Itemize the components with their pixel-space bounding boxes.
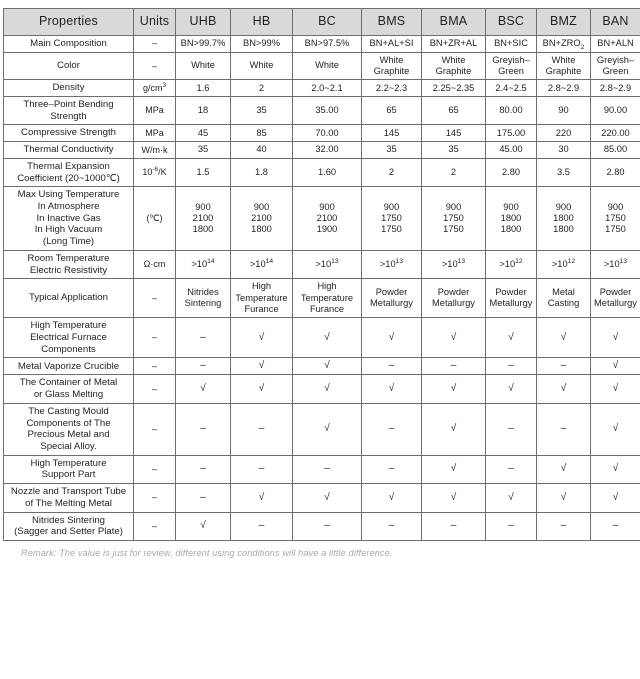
cell-mark: √ <box>486 484 537 512</box>
cell-mark: – <box>231 403 293 455</box>
cell-value: 175.00 <box>486 125 537 142</box>
cell-value: White <box>293 52 362 80</box>
cell-mark: √ <box>231 375 293 403</box>
cell-value: Metal Casting <box>537 279 591 318</box>
cell-mark: √ <box>362 318 422 358</box>
cell-value: 2.25~2.35 <box>422 80 486 97</box>
cell-value: $BN+ZRO_2$ <box>537 36 591 53</box>
cell-mark: √ <box>293 375 362 403</box>
row-label: Main Composition <box>4 36 134 53</box>
row-label: High Temperature Support Part <box>4 455 134 483</box>
cell-value: 1.6 <box>176 80 231 97</box>
row-label: Nitrides Sintering (Sagger and Setter Plate) <box>4 512 134 540</box>
cell-mark: √ <box>422 484 486 512</box>
row-label: Three–Point Bending Strength <box>4 97 134 125</box>
column-header-properties: Properties <box>4 9 134 36</box>
cell-mark: – <box>176 403 231 455</box>
column-header-uhb: UHB <box>176 9 231 36</box>
cell-value: $>10^{12}$ <box>537 250 591 278</box>
cell-value: 18 <box>176 97 231 125</box>
cell-mark: √ <box>422 375 486 403</box>
cell-value: $>10^{13}$ <box>422 250 486 278</box>
cell-value: White Graphite <box>537 52 591 80</box>
cell-value: BN+AL+SI <box>362 36 422 53</box>
row-label: Max Using Temperature In Atmosphere In Inactive Gas In High Vacuum (Long Time) <box>4 187 134 251</box>
cell-value: 85.00 <box>591 142 640 159</box>
cell-mark: √ <box>422 318 486 358</box>
cell-mark: √ <box>176 375 231 403</box>
column-header-bc: BC <box>293 9 362 36</box>
table-row <box>4 318 640 358</box>
cell-mark: √ <box>422 455 486 483</box>
cell-value: $>10^{13}$ <box>293 250 362 278</box>
cell-value: 35 <box>176 142 231 159</box>
cell-mark: – <box>537 403 591 455</box>
cell-mark: √ <box>293 358 362 375</box>
row-label: Typical Application <box>4 279 134 318</box>
cell-value: Powder Metallurgy <box>422 279 486 318</box>
cell-value: 900 2100 1800 <box>176 187 231 251</box>
cell-value: BN+SIC <box>486 36 537 53</box>
cell-value: 1.5 <box>176 158 231 186</box>
cell-value: 2 <box>362 158 422 186</box>
cell-mark: √ <box>293 318 362 358</box>
cell-mark: – <box>486 455 537 483</box>
cell-value: Greyish– Green <box>591 52 640 80</box>
cell-value: 220.00 <box>591 125 640 142</box>
cell-value: 900 1800 1800 <box>537 187 591 251</box>
cell-mark: √ <box>486 318 537 358</box>
table-row <box>4 36 640 53</box>
cell-value: Powder Metallurgy <box>486 279 537 318</box>
cell-value: BN>99% <box>231 36 293 53</box>
row-units: – <box>134 484 176 512</box>
cell-value: $>10^{14}$ <box>231 250 293 278</box>
cell-value: 2.80 <box>486 158 537 186</box>
row-units: – <box>134 318 176 358</box>
row-label: Thermal Conductivity <box>4 142 134 159</box>
row-units: $g/cm^3$ <box>134 80 176 97</box>
cell-value: 2.4~2.5 <box>486 80 537 97</box>
table-row <box>4 52 640 80</box>
cell-mark: √ <box>591 375 640 403</box>
cell-mark: – <box>362 512 422 540</box>
cell-mark: √ <box>537 318 591 358</box>
cell-mark: – <box>486 403 537 455</box>
cell-mark: √ <box>231 318 293 358</box>
cell-mark: √ <box>362 484 422 512</box>
cell-value: White Graphite <box>362 52 422 80</box>
table-body <box>4 36 640 541</box>
cell-value: White <box>176 52 231 80</box>
row-units: – <box>134 52 176 80</box>
row-label: Compressive Strength <box>4 125 134 142</box>
table-row <box>4 125 640 142</box>
cell-mark: – <box>176 484 231 512</box>
row-units: Ω·cm <box>134 250 176 278</box>
row-units: – <box>134 36 176 53</box>
cell-mark: √ <box>293 484 362 512</box>
material-properties-table <box>3 8 640 541</box>
cell-value: 220 <box>537 125 591 142</box>
row-label: Metal Vaporize Crucible <box>4 358 134 375</box>
row-units: MPa <box>134 97 176 125</box>
cell-mark: √ <box>231 358 293 375</box>
row-label: The Casting Mould Components of The Precious Metal and Special Alloy. <box>4 403 134 455</box>
column-header-ban: BAN <box>591 9 640 36</box>
cell-value: BN+ALN <box>591 36 640 53</box>
column-header-bmz: BMZ <box>537 9 591 36</box>
cell-value: 1.60 <box>293 158 362 186</box>
cell-value: 35 <box>231 97 293 125</box>
cell-value: High Temperature Furance <box>231 279 293 318</box>
cell-value: White Graphite <box>422 52 486 80</box>
cell-mark: √ <box>293 403 362 455</box>
cell-mark: √ <box>537 484 591 512</box>
cell-mark: – <box>231 455 293 483</box>
cell-value: 45 <box>176 125 231 142</box>
cell-value: 85 <box>231 125 293 142</box>
cell-mark: – <box>422 358 486 375</box>
cell-value: Powder Metallurgy <box>591 279 640 318</box>
row-units: $10^{-6}/K$ <box>134 158 176 186</box>
cell-value: 35 <box>362 142 422 159</box>
cell-mark: – <box>293 455 362 483</box>
cell-value: 45.00 <box>486 142 537 159</box>
cell-value: 32.00 <box>293 142 362 159</box>
row-label: Room Temperature Electric Resistivity <box>4 250 134 278</box>
cell-value: 900 1750 1750 <box>362 187 422 251</box>
cell-value: 900 1750 1750 <box>422 187 486 251</box>
row-units: MPa <box>134 125 176 142</box>
column-header-hb: HB <box>231 9 293 36</box>
cell-value: 90.00 <box>591 97 640 125</box>
cell-value: 40 <box>231 142 293 159</box>
cell-mark: √ <box>176 512 231 540</box>
table-row <box>4 250 640 278</box>
cell-mark: – <box>537 358 591 375</box>
cell-value: 2.80 <box>591 158 640 186</box>
cell-mark: √ <box>537 455 591 483</box>
cell-mark: √ <box>591 455 640 483</box>
cell-mark: – <box>362 358 422 375</box>
table-row <box>4 142 640 159</box>
column-header-bms: BMS <box>362 9 422 36</box>
row-units: – <box>134 403 176 455</box>
table-row <box>4 80 640 97</box>
cell-value: BN>97.5% <box>293 36 362 53</box>
cell-value: BN>99.7% <box>176 36 231 53</box>
cell-mark: √ <box>231 484 293 512</box>
row-label: Thermal Expansion Coefficient (20~1000℃) <box>4 158 134 186</box>
cell-value: 35.00 <box>293 97 362 125</box>
table-row <box>4 158 640 186</box>
cell-mark: √ <box>591 318 640 358</box>
cell-value: 2.8~2.9 <box>537 80 591 97</box>
cell-value: 70.00 <box>293 125 362 142</box>
cell-value: White <box>231 52 293 80</box>
row-label: High Temperature Electrical Furnace Components <box>4 318 134 358</box>
table-row <box>4 97 640 125</box>
cell-value: 900 2100 1900 <box>293 187 362 251</box>
cell-value: 3.5 <box>537 158 591 186</box>
cell-value: 2.8~2.9 <box>591 80 640 97</box>
cell-mark: √ <box>591 358 640 375</box>
cell-value: $>10^{12}$ <box>486 250 537 278</box>
header-row <box>4 9 640 36</box>
cell-value: Nitrides Sintering <box>176 279 231 318</box>
row-units: – <box>134 358 176 375</box>
cell-value: 2.2~2.3 <box>362 80 422 97</box>
row-label: Density <box>4 80 134 97</box>
cell-mark: √ <box>486 375 537 403</box>
cell-value: 35 <box>422 142 486 159</box>
cell-mark: √ <box>591 403 640 455</box>
cell-value: 145 <box>362 125 422 142</box>
cell-mark: – <box>537 512 591 540</box>
column-header-bsc: BSC <box>486 9 537 36</box>
cell-value: 2.0~2.1 <box>293 80 362 97</box>
table-row <box>4 375 640 403</box>
cell-value: 2 <box>231 80 293 97</box>
cell-value: 30 <box>537 142 591 159</box>
cell-mark: √ <box>591 484 640 512</box>
remark-note: Remark: The value is just for review, different using conditions will have a little difference. <box>21 547 393 558</box>
cell-value: 65 <box>362 97 422 125</box>
cell-mark: √ <box>537 375 591 403</box>
cell-mark: – <box>176 318 231 358</box>
column-header-bma: BMA <box>422 9 486 36</box>
cell-mark: – <box>362 403 422 455</box>
table-row <box>4 187 640 251</box>
table-row <box>4 403 640 455</box>
cell-value: $>10^{13}$ <box>362 250 422 278</box>
cell-value: 65 <box>422 97 486 125</box>
cell-mark: – <box>231 512 293 540</box>
table-row <box>4 358 640 375</box>
cell-value: 1.8 <box>231 158 293 186</box>
row-units: – <box>134 455 176 483</box>
cell-mark: – <box>176 455 231 483</box>
column-header-units: Units <box>134 9 176 36</box>
table-header <box>4 9 640 36</box>
cell-value: 80.00 <box>486 97 537 125</box>
row-units: – <box>134 375 176 403</box>
cell-value: 900 1750 1750 <box>591 187 640 251</box>
cell-value: Powder Metallurgy <box>362 279 422 318</box>
cell-mark: – <box>591 512 640 540</box>
cell-value: $>10^{14}$ <box>176 250 231 278</box>
table-row <box>4 512 640 540</box>
row-units: – <box>134 279 176 318</box>
cell-mark: – <box>422 512 486 540</box>
cell-mark: – <box>486 512 537 540</box>
cell-value: 145 <box>422 125 486 142</box>
cell-mark: – <box>362 455 422 483</box>
table-row <box>4 279 640 318</box>
row-units: (℃) <box>134 187 176 251</box>
row-units: W/m·k <box>134 142 176 159</box>
cell-value: 900 1800 1800 <box>486 187 537 251</box>
cell-value: High Temperature Furance <box>293 279 362 318</box>
cell-mark: – <box>486 358 537 375</box>
table-row <box>4 455 640 483</box>
row-label: Color <box>4 52 134 80</box>
row-label: The Container of Metal or Glass Melting <box>4 375 134 403</box>
cell-mark: √ <box>362 375 422 403</box>
cell-value: 2 <box>422 158 486 186</box>
cell-value: 90 <box>537 97 591 125</box>
row-units: – <box>134 512 176 540</box>
cell-value: 900 2100 1800 <box>231 187 293 251</box>
table-row <box>4 484 640 512</box>
cell-value: Greyish– Green <box>486 52 537 80</box>
cell-mark: – <box>293 512 362 540</box>
cell-mark: √ <box>422 403 486 455</box>
cell-value: $>10^{13}$ <box>591 250 640 278</box>
cell-value: BN+ZR+AL <box>422 36 486 53</box>
cell-mark: – <box>176 358 231 375</box>
row-label: Nozzle and Transport Tube of The Melting Metal <box>4 484 134 512</box>
